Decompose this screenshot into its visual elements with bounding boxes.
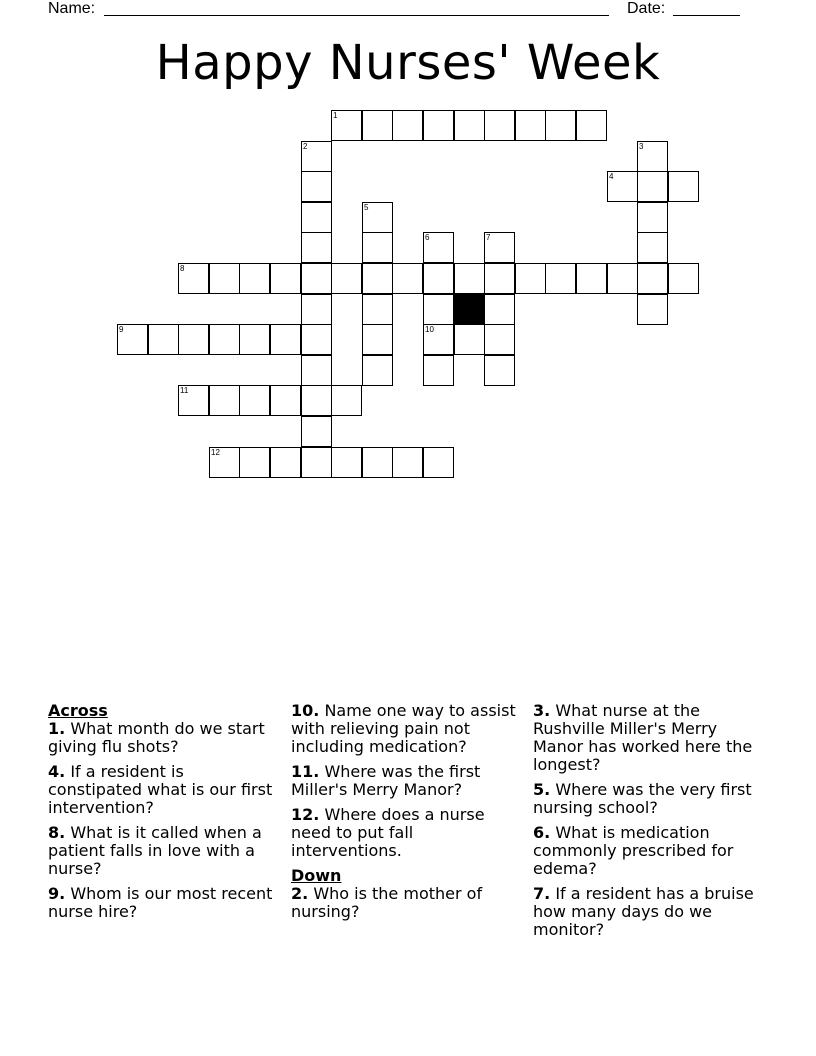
grid-cell[interactable] (515, 263, 546, 294)
grid-cell[interactable] (362, 447, 393, 478)
grid-cell[interactable] (637, 263, 668, 294)
grid-cell[interactable] (301, 202, 332, 233)
clues-column-1 (48, 702, 273, 928)
clue-number: 1 (333, 111, 338, 120)
clue-across-9: 9. Whom is our most recent nurse hire? (48, 884, 273, 921)
grid-cell[interactable] (270, 385, 301, 416)
grid-cell[interactable] (209, 263, 240, 294)
clue-number: 8 (180, 264, 185, 273)
clue-down-5: 5. Where was the very first nursing school? (533, 780, 752, 817)
grid-cell[interactable] (454, 324, 485, 355)
grid-cell[interactable] (392, 447, 423, 478)
grid-cell[interactable] (576, 263, 607, 294)
clue-down-2: 2. Who is the mother of nursing? (291, 884, 483, 921)
clue-across-8: 8. What is it called when a patient falls in love with a nurse? (48, 823, 262, 878)
grid-cell[interactable] (117, 324, 148, 355)
grid-cell[interactable] (607, 263, 638, 294)
grid-cell[interactable] (301, 263, 332, 294)
grid-cell[interactable] (423, 110, 454, 141)
grid-cell[interactable] (515, 110, 546, 141)
date-line[interactable] (673, 15, 740, 16)
clue-down-6: 6. What is medication commonly prescribed for edema? (533, 823, 734, 878)
grid-cell[interactable] (362, 324, 393, 355)
grid-cell[interactable] (637, 141, 668, 172)
grid-cell[interactable] (301, 232, 332, 263)
grid-cell[interactable] (362, 355, 393, 386)
grid-cell[interactable] (239, 447, 270, 478)
date-label: Date: (627, 0, 666, 17)
grid-cell[interactable] (301, 171, 332, 202)
grid-cell[interactable] (545, 263, 576, 294)
grid-cell[interactable] (301, 355, 332, 386)
grid-cell[interactable] (362, 232, 393, 263)
grid-cell[interactable] (301, 447, 332, 478)
clues-column-2 (291, 702, 516, 928)
clue-number: 11 (180, 386, 189, 395)
down-heading: Down (291, 866, 342, 885)
grid-cell[interactable] (637, 294, 668, 325)
grid-cell[interactable] (423, 232, 454, 263)
grid-cell[interactable] (270, 447, 301, 478)
grid-cell[interactable] (331, 385, 362, 416)
clue-across-10: 10. Name one way to assist with relieving pain not including medication? (291, 701, 516, 756)
grid-cell[interactable] (392, 263, 423, 294)
clue-number: 4 (609, 172, 614, 181)
clue-number: 3 (639, 142, 644, 151)
grid-cell[interactable] (331, 263, 362, 294)
grid-cell[interactable] (209, 447, 240, 478)
clue-across-4: 4. If a resident is constipated what is our first intervention? (48, 762, 273, 817)
clue-down-7: 7. If a resident has a bruise how many days do we monitor? (533, 884, 754, 939)
clue-number: 7 (486, 233, 491, 242)
across-heading: Across (48, 701, 108, 720)
grid-cell[interactable] (668, 171, 699, 202)
clue-number: 6 (425, 233, 430, 242)
grid-cell[interactable] (362, 294, 393, 325)
grid-cell[interactable] (270, 324, 301, 355)
grid-cell[interactable] (239, 385, 270, 416)
grid-cell[interactable] (178, 324, 209, 355)
grid-cell[interactable] (301, 385, 332, 416)
grid-cell[interactable] (178, 263, 209, 294)
grid-cell[interactable] (301, 416, 332, 447)
grid-cell[interactable] (423, 324, 454, 355)
grid-cell[interactable] (178, 385, 209, 416)
grid-cell[interactable] (301, 141, 332, 172)
clue-across-1: 1. What month do we start giving flu shots? (48, 719, 265, 756)
grid-cell[interactable] (423, 355, 454, 386)
grid-cell[interactable] (637, 202, 668, 233)
clue-number: 5 (364, 203, 369, 212)
clue-across-11: 11. Where was the first Miller's Merry Manor? (291, 762, 481, 799)
grid-cell[interactable] (148, 324, 179, 355)
grid-cell[interactable] (484, 110, 515, 141)
clue-number: 12 (211, 448, 220, 457)
name-line[interactable] (104, 15, 609, 16)
grid-cell[interactable] (362, 110, 393, 141)
grid-cell[interactable] (668, 263, 699, 294)
grid-cell[interactable] (239, 324, 270, 355)
grid-cell[interactable] (362, 202, 393, 233)
grid-cell[interactable] (607, 171, 638, 202)
clue-number: 10 (425, 325, 434, 334)
grid-cell[interactable] (423, 447, 454, 478)
grid-cell[interactable] (484, 232, 515, 263)
grid-cell[interactable] (362, 263, 393, 294)
clues-column-3 (533, 702, 758, 946)
grid-cell[interactable] (331, 110, 362, 141)
grid-cell[interactable] (423, 263, 454, 294)
grid-cell[interactable] (454, 263, 485, 294)
grid-cell[interactable] (576, 110, 607, 141)
grid-cell[interactable] (545, 110, 576, 141)
grid-cell[interactable] (484, 263, 515, 294)
clue-number: 2 (303, 142, 308, 151)
grid-cell[interactable] (209, 385, 240, 416)
clue-number: 9 (119, 325, 124, 334)
grid-cell[interactable] (270, 263, 301, 294)
grid-cell[interactable] (637, 171, 668, 202)
grid-cell[interactable] (484, 355, 515, 386)
page-title: Happy Nurses' Week (155, 35, 661, 91)
grid-cell[interactable] (484, 294, 515, 325)
grid-cell[interactable] (484, 324, 515, 355)
grid-cell[interactable] (301, 324, 332, 355)
grid-cell[interactable] (392, 110, 423, 141)
grid-cell[interactable] (423, 294, 454, 325)
grid-cell[interactable] (209, 324, 240, 355)
grid-cell[interactable] (301, 294, 332, 325)
grid-cell[interactable] (239, 263, 270, 294)
grid-cell[interactable] (331, 447, 362, 478)
clue-down-3: 3. What nurse at the Rushville Miller's Merry Manor has worked here the longest? (533, 701, 753, 774)
name-label: Name: (48, 0, 96, 17)
clue-across-12: 12. Where does a nurse need to put fall interventions. (291, 805, 485, 860)
black-square (454, 294, 485, 325)
grid-cell[interactable] (637, 232, 668, 263)
grid-cell[interactable] (454, 110, 485, 141)
